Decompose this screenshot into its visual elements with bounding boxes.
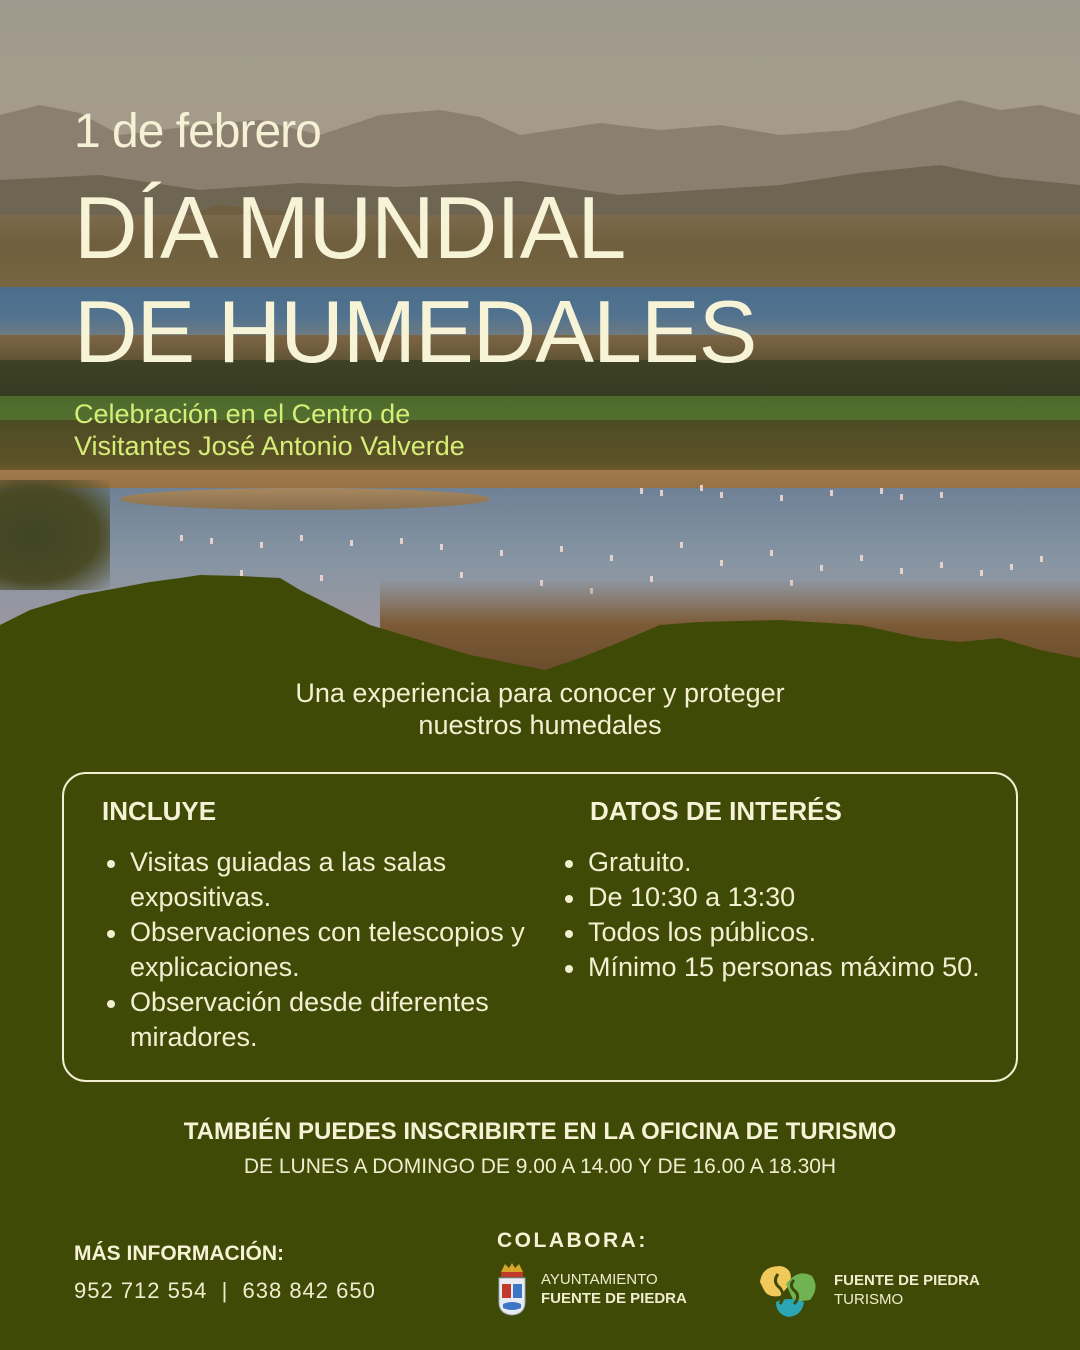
bullet-icon [107, 930, 115, 938]
list-item: Observación desde diferentes miradores. [102, 985, 542, 1055]
bullet-icon [565, 895, 573, 903]
list-item: Mínimo 15 personas máximo 50. [560, 950, 1000, 985]
office-registration-title: TAMBIÉN PUEDES INSCRIBIRTE EN LA OFICINA DE TURISMO [183, 1118, 897, 1145]
title-line-2: DE HUMEDALES [74, 282, 757, 381]
coat-of-arms-icon [497, 1262, 527, 1316]
includes-list [102, 845, 542, 1055]
subtitle-line-1: Celebración en el Centro de [74, 399, 411, 429]
tagline [0, 677, 1080, 741]
details-heading: DATOS DE INTERÉS [590, 796, 842, 826]
includes-heading: INCLUYE [102, 796, 217, 826]
includes-column [102, 796, 542, 1055]
sponsor-turismo [758, 1262, 980, 1318]
subtitle-line-2: Visitantes José Antonio Valverde [74, 431, 465, 461]
sponsor-ayuntamiento [497, 1262, 687, 1316]
phone-numbers[interactable]: 952 712 554 | 638 842 650 [74, 1278, 376, 1303]
list-item: Gratuito. [560, 845, 1000, 880]
sponsor-ayuntamiento-label: AYUNTAMIENTO FUENTE DE PIEDRA [541, 1271, 687, 1307]
more-info-title: MÁS INFORMACIÓN: [74, 1242, 284, 1265]
office-hours: DE LUNES A DOMINGO DE 9.00 A 14.00 Y DE 16.00 A 18.30H [243, 1155, 837, 1178]
list-item: De 10:30 a 13:30 [560, 880, 1000, 915]
bullet-icon [565, 860, 573, 868]
list-item: Observaciones con telescopios y explicaciones. [102, 915, 542, 985]
list-item: Todos los públicos. [560, 915, 1000, 950]
bullet-icon [107, 1000, 115, 1008]
title-line-1: DÍA MUNDIAL [74, 178, 626, 277]
event-subtitle [74, 398, 465, 462]
tagline-line-2: nuestros humedales [418, 710, 662, 740]
details-list [560, 845, 1000, 985]
list-item: Visitas guiadas a las salas expositivas. [102, 845, 542, 915]
sponsor-turismo-label: FUENTE DE PIEDRA TURISMO [834, 1272, 980, 1308]
event-date: 1 de febrero [74, 105, 321, 158]
bullet-icon [565, 965, 573, 973]
info-box [62, 772, 1018, 1082]
details-column [560, 796, 1000, 985]
collaborators-title: COLABORA: [497, 1229, 648, 1252]
bullet-icon [565, 930, 573, 938]
event-title [74, 176, 756, 384]
tagline-line-1: Una experiencia para conocer y proteger [295, 678, 785, 708]
flamingo-logo-icon [758, 1262, 818, 1318]
bullet-icon [107, 860, 115, 868]
